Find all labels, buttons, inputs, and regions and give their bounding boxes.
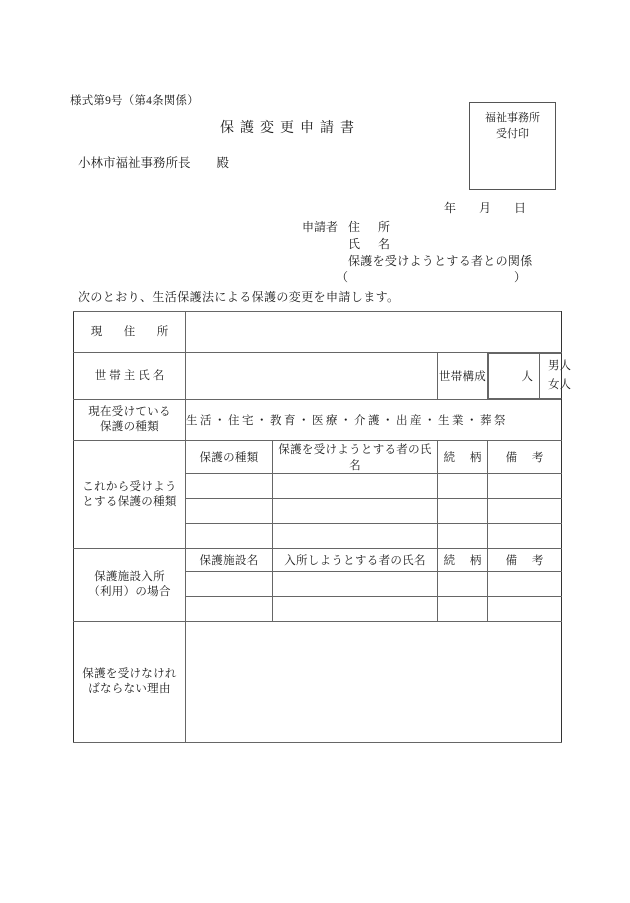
household-female-label: 女 — [548, 379, 560, 391]
label-household-composition: 世帯構成 — [438, 353, 488, 400]
relation-paren-line — [336, 268, 526, 285]
date-year-label: 年 — [444, 201, 458, 215]
label-current-assistance-line1: 現在受けている — [88, 406, 171, 418]
household-total-unit: 人 — [521, 371, 533, 383]
colhead-future-person-name: 保護を受けようとする者の氏名 — [273, 441, 438, 474]
table-row-facility-header — [74, 549, 562, 572]
cell-future-remarks-1[interactable] — [488, 474, 562, 499]
application-table — [73, 311, 571, 743]
value-current-address[interactable] — [186, 312, 562, 353]
intro-sentence: 次のとおり、生活保護法による保護の変更を申請します。 — [78, 290, 400, 304]
household-male-unit: 人 — [559, 360, 571, 372]
date-line — [444, 199, 527, 216]
applicant-address-label: 住 所 — [348, 220, 394, 234]
colhead-future-relation: 続 柄 — [438, 441, 488, 474]
stamp-box-line2: 受付印 — [496, 127, 529, 140]
applicant-prefix: 申請者 — [302, 220, 339, 234]
cell-future-relation-1[interactable] — [438, 474, 488, 499]
cell-future-type-1[interactable] — [186, 474, 273, 499]
date-month-label: 月 — [479, 201, 493, 215]
cell-future-relation-3[interactable] — [438, 524, 488, 549]
applicant-name-label: 氏 名 — [348, 237, 394, 251]
household-female-row[interactable] — [540, 376, 581, 395]
cell-facility-relation-1[interactable] — [438, 572, 488, 597]
value-reason[interactable] — [186, 622, 562, 743]
cell-facility-relation-2[interactable] — [438, 597, 488, 622]
label-reason-line2: ばならない理由 — [88, 683, 171, 695]
label-future-assistance-line1: これから受けよう — [82, 480, 177, 493]
table-row-householder — [74, 353, 562, 400]
label-facility — [74, 549, 186, 622]
label-facility-line1: 保護施設入所 — [94, 571, 165, 583]
cell-facility-person-2[interactable] — [273, 597, 438, 622]
cell-facility-person-1[interactable] — [273, 572, 438, 597]
label-current-assistance-line2: 保護の種類 — [100, 421, 159, 433]
colhead-facility-person-name: 入所しようとする者の氏名 — [273, 549, 438, 572]
table-row-future-assistance-header — [74, 441, 562, 474]
cell-facility-remarks-2[interactable] — [488, 597, 562, 622]
label-current-address: 現 住 所 — [74, 312, 186, 353]
colhead-future-remarks: 備 考 — [488, 441, 562, 474]
household-composition-counts — [488, 353, 571, 399]
value-assistance-types[interactable]: 生活・住宅・教育・医療・介護・出産・生業・葬祭 — [186, 400, 562, 441]
cell-future-type-3[interactable] — [186, 524, 273, 549]
label-householder-name: 世帯主氏名 — [74, 353, 186, 400]
household-male-label: 男 — [548, 360, 560, 372]
household-sex-breakdown — [540, 354, 581, 398]
label-future-assistance — [74, 441, 186, 549]
page-title: 保護変更申請書 — [220, 121, 360, 136]
cell-future-type-2[interactable] — [186, 499, 273, 524]
table-row-current-assistance — [74, 400, 562, 441]
cell-future-remarks-3[interactable] — [488, 524, 562, 549]
label-future-assistance-line2: とする保護の種類 — [82, 495, 177, 508]
applicant-name-row — [302, 236, 533, 253]
colhead-future-type: 保護の種類 — [186, 441, 273, 474]
date-day-label: 日 — [514, 201, 528, 215]
receipt-stamp-box — [469, 102, 556, 190]
cell-facility-remarks-1[interactable] — [488, 572, 562, 597]
household-female-unit: 人 — [559, 379, 571, 391]
cell-future-remarks-2[interactable] — [488, 499, 562, 524]
applicant-relation-label: 保護を受けようとする者との関係 — [348, 254, 533, 268]
cell-facility-name-2[interactable] — [186, 597, 273, 622]
table-row-reason — [74, 622, 562, 743]
cell-future-person-1[interactable] — [273, 474, 438, 499]
addressee-name: 小林市福祉事務所長 — [78, 156, 191, 170]
form-number: 様式第9号（第4条関係） — [70, 95, 199, 107]
cell-future-person-2[interactable] — [273, 499, 438, 524]
label-reason — [74, 622, 186, 743]
applicant-address-row — [302, 219, 533, 236]
household-male-row[interactable] — [540, 357, 581, 376]
label-reason-line1: 保護を受けなけれ — [82, 668, 177, 680]
paren-close: ） — [513, 270, 526, 284]
addressee-honorific: 殿 — [216, 156, 230, 170]
table-row-current-address — [74, 312, 562, 353]
cell-future-relation-2[interactable] — [438, 499, 488, 524]
colhead-facility-name: 保護施設名 — [186, 549, 273, 572]
label-current-assistance — [74, 400, 186, 441]
cell-future-person-3[interactable] — [273, 524, 438, 549]
household-total-cell[interactable] — [489, 354, 540, 398]
paren-open: （ — [336, 270, 349, 284]
colhead-facility-relation: 続 柄 — [438, 549, 488, 572]
label-facility-line2: （利用）の場合 — [88, 586, 171, 598]
stamp-box-line1: 福祉事務所 — [485, 112, 540, 124]
value-householder-name[interactable] — [186, 353, 438, 400]
colhead-facility-remarks: 備 考 — [488, 549, 562, 572]
cell-facility-name-1[interactable] — [186, 572, 273, 597]
applicant-block — [302, 219, 533, 270]
addressee — [78, 153, 229, 171]
